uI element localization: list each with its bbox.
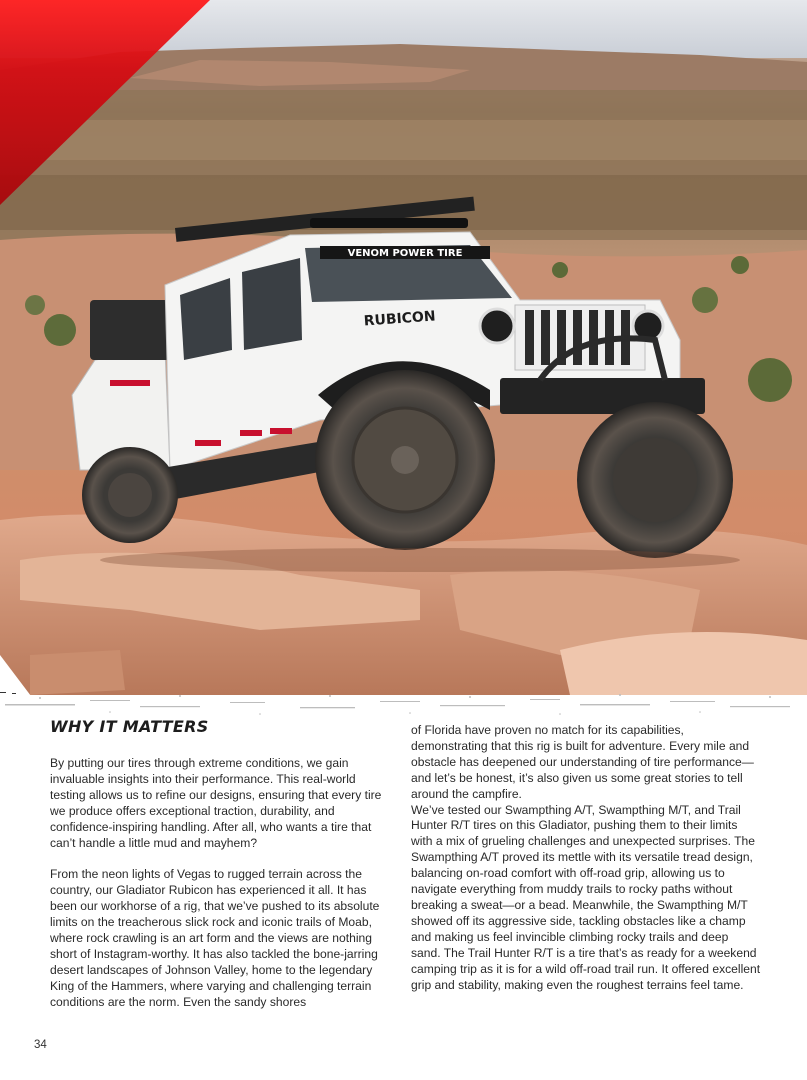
section-heading: WHY IT MATTERS xyxy=(50,717,209,736)
article-column-left xyxy=(50,756,392,1011)
paragraph: of Florida have proven no match for its capabilities, demonstrating that this rig is built for adventure. Every mile and obstacle has deepened our understanding of tire performance—and let’s be honest, it’s also given us some great stories to tell around the campfire. xyxy=(411,723,754,801)
page-number: 34 xyxy=(34,1039,47,1051)
paragraph: By putting our tires through extreme conditions, we gain invaluable insights into their performance. This real-world testing allows us to refine our designs, ensuring that every tire we produce offers exceptional traction, durability, and confidence-inspiring handling. After all, who wants a tire that can’t handle a little mud and mayhem? xyxy=(50,756,382,850)
windshield-banner: VENOM POWER TIRE xyxy=(347,248,463,259)
paragraph: From the neon lights of Vegas to rugged terrain across the country, our Gladiator Rubicon has experienced it all. It has been our workhorse of a rig, that we’ve pushed to its absolute limits on the treacherous slick rock and iconic trails of Moab, where rock crawling is an art form and the views are nothing short of Instagram-worthy. It has also tackled the bone-jarring desert landscapes of Johnson Valley, home to the legendary King of the Hammers, where varying and challenging terrain conditions are the norm. Even the sandy shores xyxy=(50,867,380,1009)
paragraph: We’ve tested our Swampthing A/T, Swampthing M/T, and Trail Hunter R/T tires on this Gladiator, pushing them to their limits with a mix of grueling challenges and unexpected surprises. The Swampthing A/T proved its mettle with its versatile tread design, balancing on-road comfort with off-road grip, allowing us to navigate everything from muddy trails to rocky paths without breaking a sweat—or a bead. Meanwhile, the Swampthing M/T showed off its aggressive side, tackling obstacles like a champ and making us feel invincible climbing rocky trails and deep sand. The Trail Hunter R/T is a tire that’s as ready for a weekend camping trip as it is for a wild off-road trail run. It offered excellent grip and stability, making even the roughest terrains feel tame. xyxy=(411,802,761,992)
article-column-right xyxy=(411,723,761,993)
hood-badge: RUBICON xyxy=(363,308,437,330)
